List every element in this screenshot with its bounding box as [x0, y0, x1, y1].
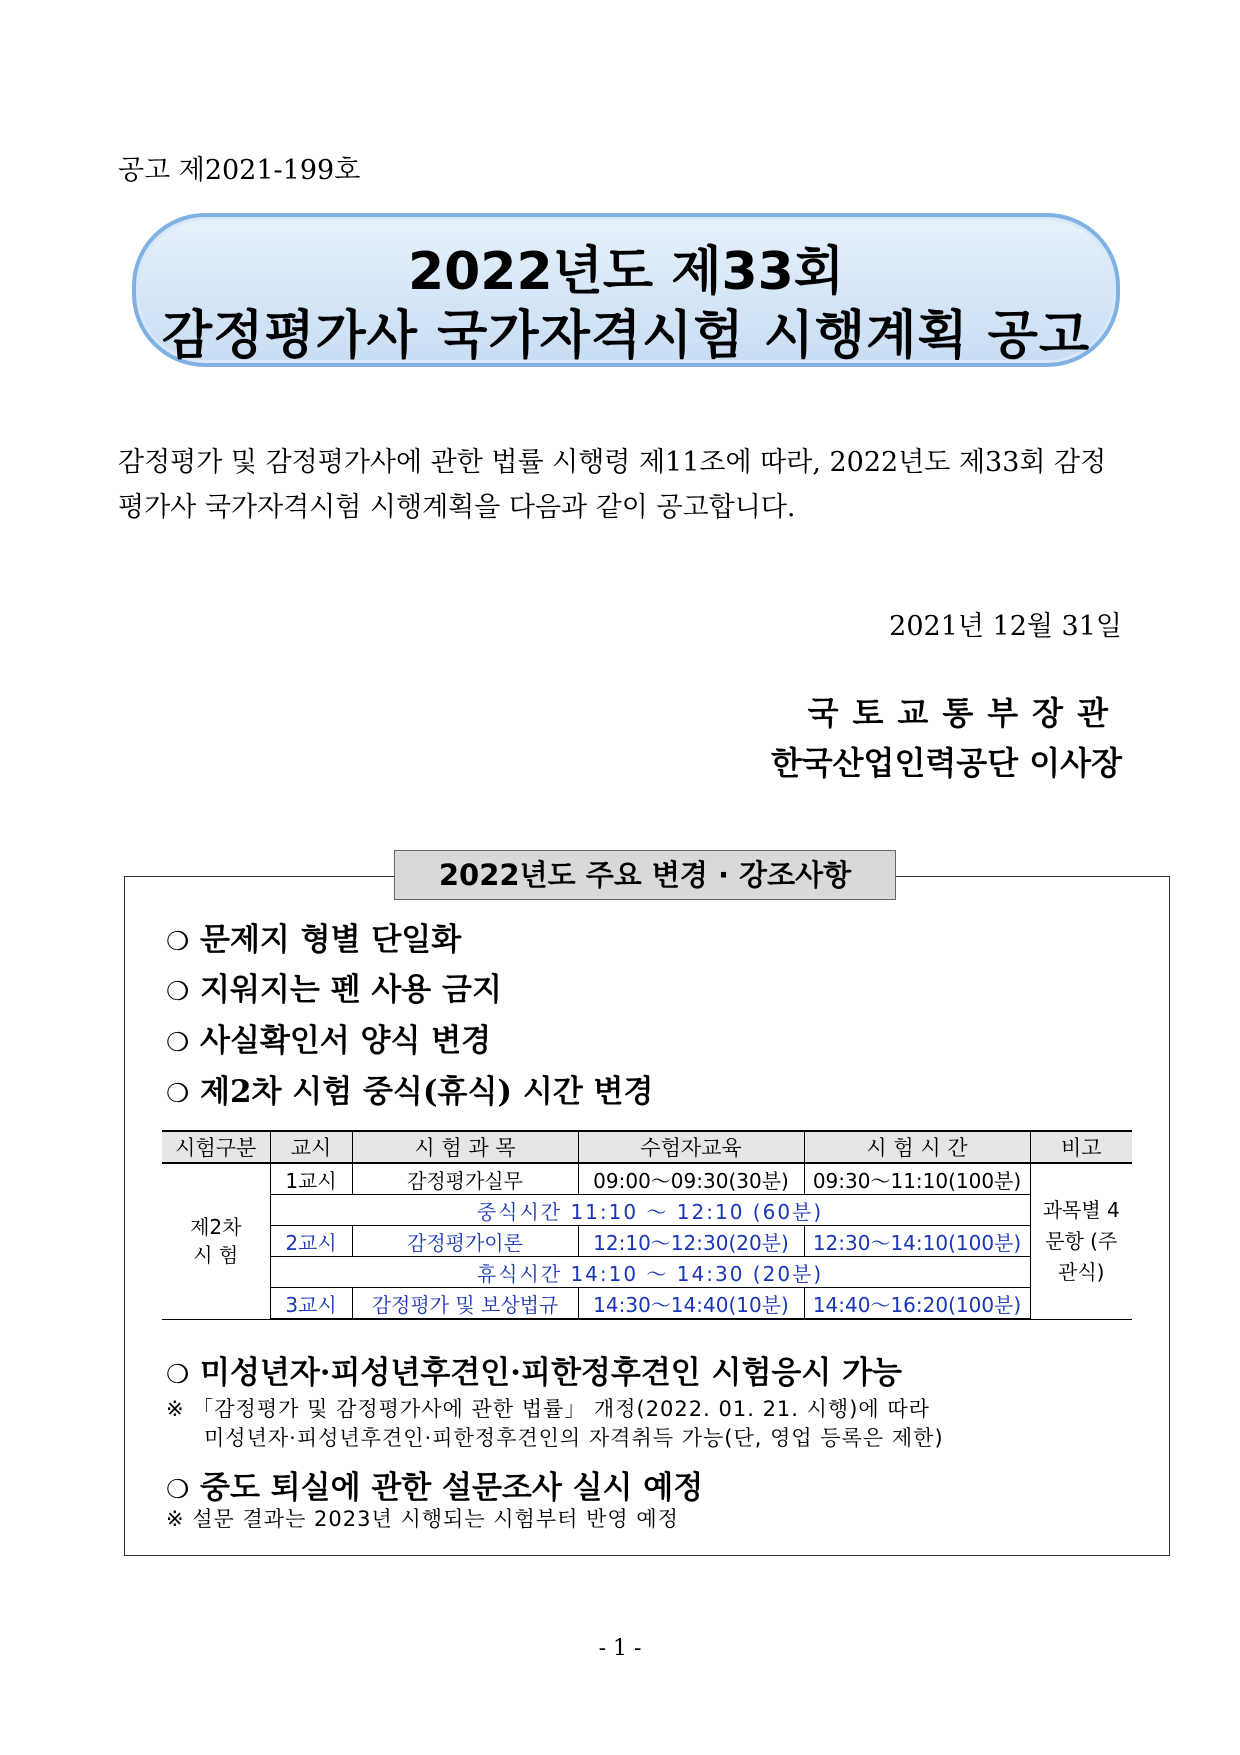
- time-cell: 12:30～14:10(100분): [804, 1226, 1030, 1257]
- bullet-item: [166, 914, 461, 959]
- announcement-date: 2021년 12월 31일: [889, 611, 1122, 642]
- exam-schedule-table: [162, 1130, 1132, 1320]
- period-cell: 2교시: [270, 1226, 352, 1257]
- bullet-item: [166, 1066, 653, 1111]
- note-text: ※ 「감정평가 및 감정평가사에 관한 법률」 개정(2022. 01. 21. 시행)에 따라: [166, 1397, 930, 1421]
- subject-cell: 감정평가이론: [352, 1226, 578, 1257]
- subject-cell: 감정평가 및 보상법규: [352, 1288, 578, 1320]
- col-header-education: 수험자교육: [578, 1131, 804, 1163]
- circle-bullet-icon: ❍: [166, 1475, 190, 1505]
- col-header-subject: 시 험 과 목: [352, 1131, 578, 1163]
- bullet-text: 문제지 형별 단일화: [200, 922, 462, 958]
- time-cell: 09:30～11:10(100분): [804, 1163, 1030, 1195]
- lunch-break-row: 중식시간 11:10 ～ 12:10 (60분): [270, 1195, 1030, 1226]
- bullet-item: [166, 1347, 902, 1392]
- col-header-note: 비고: [1030, 1131, 1132, 1163]
- page-number: - 1 -: [598, 1636, 642, 1661]
- subject-cell: 감정평가실무: [352, 1163, 578, 1195]
- issuer-minister: 국토교통부장관: [807, 694, 1122, 732]
- period-cell: 3교시: [270, 1288, 352, 1320]
- table-row: [162, 1163, 1132, 1195]
- circle-bullet-icon: ❍: [166, 1079, 190, 1109]
- education-cell: 12:10～12:30(20분): [578, 1226, 804, 1257]
- circle-bullet-icon: ❍: [166, 1360, 190, 1390]
- bullet-text: 지워지는 펜 사용 금지: [200, 972, 502, 1008]
- exam-type-cell: 제2차 시 험: [162, 1163, 270, 1319]
- col-header-exam-type: 시험구분: [162, 1131, 270, 1163]
- table-header-row: [162, 1131, 1132, 1163]
- bullet-item: [166, 1015, 491, 1060]
- circle-bullet-icon: ❍: [166, 927, 190, 957]
- note-text: 미성년자·피성년후견인·피한정후견인의 자격취득 가능(단, 영업 등록은 제한): [204, 1426, 944, 1450]
- circle-bullet-icon: ❍: [166, 1028, 190, 1058]
- title-line-2: 감정평가사 국가자격시험 시행계획 공고: [161, 306, 1091, 366]
- note-text: ※ 설문 결과는 2023년 시행되는 시험부터 반영 예정: [166, 1507, 679, 1531]
- bullet-text: 사실확인서 양식 변경: [200, 1023, 492, 1059]
- changes-box-header: 2022년도 주요 변경 · 강조사항: [394, 850, 896, 900]
- title-banner: [132, 213, 1120, 367]
- time-cell: 14:40～16:20(100분): [804, 1288, 1030, 1320]
- note-cell: 과목별 4문항 (주관식): [1030, 1163, 1132, 1319]
- intro-paragraph: 감정평가 및 감정평가사에 관한 법률 시행령 제11조에 따라, 2022년도 제33회 감정평가사 국가자격시험 시행계획을 다음과 같이 공고합니다.: [118, 447, 1107, 523]
- rest-break-row: 휴식시간 14:10 ～ 14:30 (20분): [270, 1257, 1030, 1288]
- circle-bullet-icon: ❍: [166, 977, 190, 1007]
- bullet-text: 제2차 시험 중식(휴식) 시간 변경: [200, 1074, 654, 1110]
- col-header-time: 시 험 시 간: [804, 1131, 1030, 1163]
- col-header-period: 교시: [270, 1131, 352, 1163]
- period-cell: 1교시: [270, 1163, 352, 1195]
- education-cell: 14:30～14:40(10분): [578, 1288, 804, 1320]
- table-row: [162, 1257, 1132, 1288]
- bullet-text: 미성년자·피성년후견인·피한정후견인 시험응시 가능: [200, 1355, 902, 1391]
- table-row: [162, 1288, 1132, 1320]
- bullet-text: 중도 퇴실에 관한 설문조사 실시 예정: [200, 1470, 704, 1506]
- bullet-item: [166, 964, 502, 1009]
- title-line-1: 2022년도 제33회: [407, 242, 845, 302]
- table-row: [162, 1226, 1132, 1257]
- education-cell: 09:00～09:30(30분): [578, 1163, 804, 1195]
- issuer-hrdkorea: 한국산업인력공단 이사장: [770, 744, 1122, 782]
- table-row: [162, 1195, 1132, 1226]
- bullet-item: [166, 1462, 703, 1507]
- notice-number: 공고 제2021-199호: [118, 155, 361, 186]
